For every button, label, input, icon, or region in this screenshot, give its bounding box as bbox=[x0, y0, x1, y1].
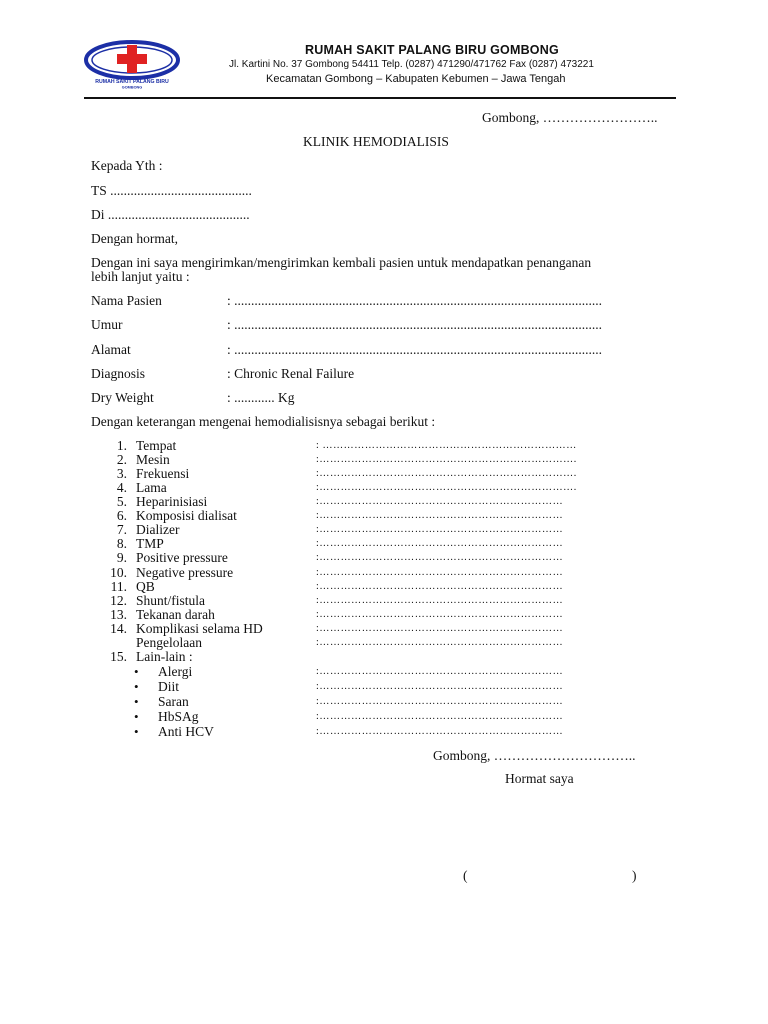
sub-item-label: Diit bbox=[158, 679, 180, 694]
list-item-label: Tekanan darah bbox=[136, 607, 215, 622]
bullet-icon: • bbox=[134, 724, 139, 739]
field-label-diagnosis: Diagnosis bbox=[91, 366, 145, 381]
list-item-blank[interactable]: :…………………………………………………………… bbox=[316, 496, 564, 507]
sub-item-label: Alergi bbox=[158, 664, 193, 679]
hospital-name: RUMAH SAKIT PALANG BIRU GOMBONG bbox=[305, 43, 559, 57]
field-value-diagnosis: : Chronic Renal Failure bbox=[227, 366, 355, 381]
intro-line-1: Dengan ini saya mengirimkan/mengirimkan kembali pasien untuk mendapatkan penanganan bbox=[91, 255, 592, 270]
list-item-label: Komplikasi selama HD bbox=[136, 621, 263, 636]
field-label-nama-pasien: Nama Pasien bbox=[91, 293, 162, 308]
closing-regards: Hormat saya bbox=[505, 771, 574, 786]
list-item-label: Mesin bbox=[136, 452, 170, 467]
hospital-region: Kecamatan Gombong – Kabupaten Kebumen – Jawa Tengah bbox=[266, 73, 566, 85]
list-number: 13. bbox=[110, 607, 127, 622]
list-item-label: Komposisi dialisat bbox=[136, 508, 237, 523]
sub-item-blank[interactable]: :…………………………………………………………… bbox=[316, 726, 564, 737]
sub-item-blank[interactable]: :…………………………………………………………… bbox=[316, 711, 564, 722]
sub-item-blank[interactable]: :…………………………………………………………… bbox=[316, 696, 564, 707]
list-number: 8. bbox=[116, 536, 127, 551]
list-item-blank[interactable]: : ……………………………………………………………… bbox=[316, 440, 577, 451]
list-number: 2. bbox=[116, 452, 127, 467]
list-item-blank[interactable]: :…………………………………………………………… bbox=[316, 581, 564, 592]
signature-open-paren: ( bbox=[463, 868, 468, 883]
list-item-label: Shunt/fistula bbox=[136, 593, 206, 608]
list-item-blank[interactable]: :…………………………………………………………… bbox=[316, 609, 564, 620]
list-item-blank[interactable]: :…………………………………………………………… bbox=[316, 637, 564, 648]
salutation: Dengan hormat, bbox=[91, 231, 178, 246]
intro-line-2: lebih lanjut yaitu : bbox=[91, 269, 190, 284]
recipient-ts-line: TS .......................................... bbox=[91, 183, 252, 198]
list-item-blank[interactable]: :…………………………………………………………… bbox=[316, 524, 564, 535]
list-number: 5. bbox=[116, 494, 127, 509]
list-item-label: Lama bbox=[136, 480, 167, 495]
list-item-blank[interactable]: :…………………………………………………………… bbox=[316, 510, 564, 521]
list-number: 1. bbox=[116, 438, 127, 453]
letterhead-divider bbox=[84, 97, 676, 99]
list-item-blank[interactable]: :………………………………………………………………. bbox=[316, 468, 577, 479]
list-item-blank[interactable]: :…………………………………………………………… bbox=[316, 595, 564, 606]
list-item-blank[interactable]: :…………………………………………………………… bbox=[316, 538, 564, 549]
list-number: 10. bbox=[110, 565, 127, 580]
sub-item-label: Anti HCV bbox=[158, 724, 214, 739]
bullet-icon: • bbox=[134, 709, 139, 724]
logo-subtext: GOMBONG bbox=[121, 85, 143, 90]
recipient-greeting: Kepada Yth : bbox=[91, 158, 163, 173]
field-value-dry-weight[interactable]: : ............ Kg bbox=[227, 390, 295, 405]
field-label-dry-weight: Dry Weight bbox=[91, 390, 154, 405]
field-label-umur: Umur bbox=[91, 317, 123, 332]
list-item-label: TMP bbox=[136, 536, 164, 551]
bullet-icon: • bbox=[134, 694, 139, 709]
list-item-label: Tempat bbox=[136, 438, 177, 453]
list-item-blank[interactable]: :…………………………………………………………… bbox=[316, 567, 564, 578]
sub-item-label: Saran bbox=[158, 694, 189, 709]
field-value-alamat[interactable]: : ............................................................................................................. bbox=[227, 342, 603, 357]
field-label-alamat: Alamat bbox=[91, 342, 131, 357]
list-item-label: Lain-lain : bbox=[136, 649, 193, 664]
document-title: KLINIK HEMODIALISIS bbox=[303, 134, 449, 149]
list-number: 9. bbox=[116, 550, 127, 565]
list-item-label: Heparinisiasi bbox=[136, 494, 208, 509]
sub-item-label: HbSAg bbox=[158, 709, 199, 724]
list-item-blank[interactable]: :………………………………………………………………. bbox=[316, 482, 577, 493]
field-value-nama-pasien[interactable]: : ............................................................................................................. bbox=[227, 293, 603, 308]
list-item-blank[interactable]: :………………………………………………………………. bbox=[316, 454, 577, 465]
list-number: 3. bbox=[116, 466, 127, 481]
list-number: 12. bbox=[110, 593, 127, 608]
field-value-umur[interactable]: : ............................................................................................................. bbox=[227, 317, 603, 332]
closing-date-line: Gombong, ………………………….. bbox=[433, 748, 636, 763]
list-item-blank[interactable]: :…………………………………………………………… bbox=[316, 623, 564, 634]
list-number: 7. bbox=[116, 522, 127, 537]
hospital-logo bbox=[82, 36, 182, 90]
logo-text: RUMAH SAKIT PALANG BIRU bbox=[95, 79, 169, 85]
recipient-di-line: Di .......................................... bbox=[91, 207, 250, 222]
list-item-label: Negative pressure bbox=[136, 565, 234, 580]
list-number: 14. bbox=[110, 621, 127, 636]
list-number: 6. bbox=[116, 508, 127, 523]
bullet-icon: • bbox=[134, 679, 139, 694]
sub-item-blank[interactable]: :…………………………………………………………… bbox=[316, 681, 564, 692]
list-number: 4. bbox=[116, 480, 127, 495]
list-item-label: Dializer bbox=[136, 522, 180, 537]
list-item-label: Positive pressure bbox=[136, 550, 228, 565]
date-line: Gombong, …………………….. bbox=[482, 110, 658, 125]
list-number: 11. bbox=[110, 579, 127, 594]
signature-close-paren: ) bbox=[632, 868, 637, 883]
list-item-label: QB bbox=[136, 579, 155, 594]
sub-item-blank[interactable]: :…………………………………………………………… bbox=[316, 666, 564, 677]
list-number: 15. bbox=[110, 649, 127, 664]
hospital-address: Jl. Kartini No. 37 Gombong 54411 Telp. (0287) 471290/471762 Fax (0287) 473221 bbox=[229, 59, 594, 70]
bullet-icon: • bbox=[134, 664, 139, 679]
list-item-label: Frekuensi bbox=[136, 466, 190, 481]
list-item-blank[interactable]: :…………………………………………………………… bbox=[316, 552, 564, 563]
hd-intro: Dengan keterangan mengenai hemodialisisnya sebagai berikut : bbox=[91, 414, 436, 429]
list-item-label: Pengelolaan bbox=[136, 635, 202, 650]
